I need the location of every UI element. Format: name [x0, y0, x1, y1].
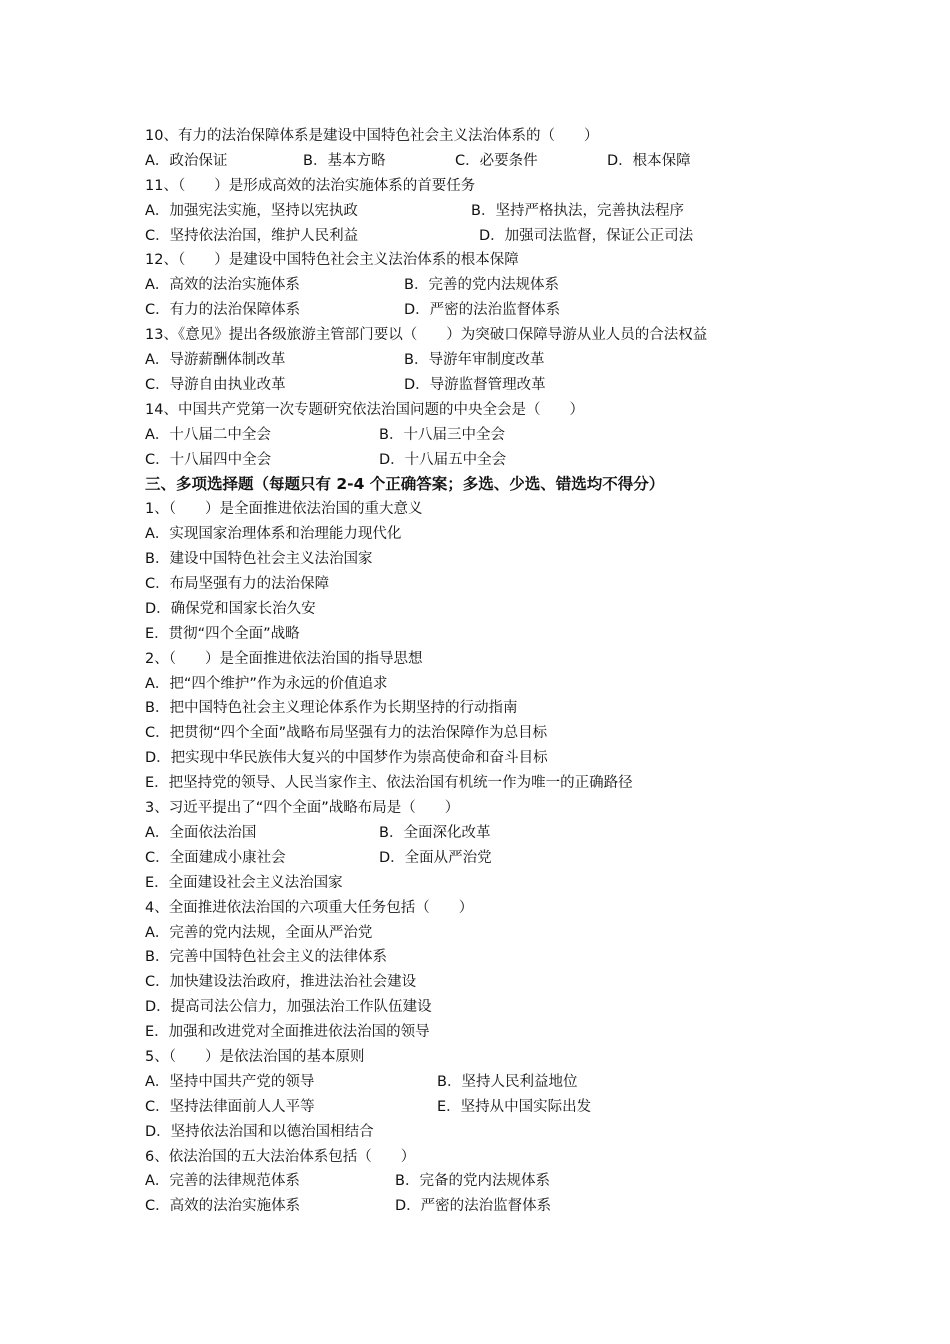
option-b[interactable]: B．坚持人民利益地位 [437, 1073, 578, 1090]
option-c[interactable]: C．布局坚强有力的法治保障 [145, 576, 330, 593]
option-e[interactable]: E．坚持从中国实际出发 [437, 1098, 592, 1115]
question-12-options-row1 [145, 273, 845, 298]
option-c[interactable]: C．十八届四中全会 [145, 451, 272, 468]
option-d[interactable]: D．导游监督管理改革 [404, 376, 546, 393]
option-d[interactable]: D．全面从严治党 [379, 849, 492, 866]
option-c[interactable]: C．有力的法治保障体系 [145, 302, 301, 319]
mc-question-6-stem: 6、依法治国的五大法治体系包括（ ） [145, 1148, 416, 1165]
mc-question-5-options-row2 [145, 1095, 845, 1120]
option-e[interactable]: E．把坚持党的领导、人民当家作主、依法治国有机统一作为唯一的正确路径 [145, 775, 633, 792]
option-a[interactable]: A．完善的党内法规，全面从严治党 [145, 924, 373, 941]
question-12-stem: 12、（ ）是建设中国特色社会主义法治体系的根本保障 [145, 252, 519, 269]
option-b[interactable]: B．完善的党内法规体系 [404, 277, 559, 294]
mc-question-3-options-row2 [145, 846, 845, 871]
question-13-options-row2 [145, 373, 845, 398]
question-14-options-row1 [145, 423, 845, 448]
option-a[interactable]: A．全面依法治国 [145, 824, 257, 841]
option-b[interactable]: B．基本方略 [303, 152, 386, 169]
question-10-stem: 10、有力的法治保障体系是建设中国特色社会主义法治体系的（ ） [145, 128, 599, 144]
option-a[interactable]: A．把“四个维护”作为永远的价值追求 [145, 675, 388, 692]
option-d[interactable]: D．确保党和国家长治久安 [145, 600, 316, 617]
option-d[interactable]: D．根本保障 [607, 152, 691, 169]
mc-question-3-stem: 3、习近平提出了“四个全面”战略布局是（ ） [145, 800, 460, 817]
option-d[interactable]: D．加强司法监督，保证公正司法 [479, 227, 694, 244]
mc-question-4-stem: 4、全面推进依法治国的六项重大任务包括（ ） [145, 899, 474, 916]
mc-question-5-stem: 5、（ ）是依法治国的基本原则 [145, 1048, 365, 1065]
option-a[interactable]: A．加强宪法实施，坚持以宪执政 [145, 202, 358, 219]
question-14-options-row2 [145, 448, 845, 473]
mc-question-6-options-row2 [145, 1194, 845, 1219]
option-c[interactable]: C．坚持法律面前人人平等 [145, 1098, 315, 1115]
option-b[interactable]: B．建设中国特色社会主义法治国家 [145, 551, 373, 568]
section-3-heading: 三、多项选择题（每题只有 2-4 个正确答案；多选、少选、错选均不得分） [145, 475, 665, 494]
question-11-options-row1 [145, 199, 845, 224]
mc-question-5-options-row1 [145, 1070, 845, 1095]
option-c[interactable]: C．加快建设法治政府，推进法治社会建设 [145, 974, 417, 991]
option-a[interactable]: A．实现国家治理体系和治理能力现代化 [145, 526, 402, 543]
option-b[interactable]: B．完备的党内法规体系 [395, 1173, 550, 1190]
option-d[interactable]: D．提高司法公信力，加强法治工作队伍建设 [145, 999, 432, 1016]
option-d[interactable]: D．把实现中华民族伟大复兴的中国梦作为崇高使命和奋斗目标 [145, 750, 548, 767]
option-d[interactable]: D．严密的法治监督体系 [395, 1198, 552, 1215]
option-b[interactable]: B．坚持严格执法，完善执法程序 [471, 202, 684, 219]
option-c[interactable]: C．坚持依法治国，维护人民利益 [145, 227, 359, 244]
option-b[interactable]: B．导游年审制度改革 [404, 352, 545, 369]
question-14-stem: 14、中国共产党第一次专题研究依法治国问题的中央全会是（ ） [145, 401, 584, 418]
option-e[interactable]: E．加强和改进党对全面推进依法治国的领导 [145, 1024, 430, 1041]
option-d[interactable]: D．十八届五中全会 [379, 451, 507, 468]
option-a[interactable]: A．坚持中国共产党的领导 [145, 1073, 315, 1090]
option-c[interactable]: C．把贯彻“四个全面”战略布局坚强有力的法治保障作为总目标 [145, 725, 548, 742]
mc-question-3-options-row1 [145, 821, 845, 846]
question-11-stem: 11、（ ）是形成高效的法治实施体系的首要任务 [145, 177, 476, 194]
question-13-stem: 13、《意见》提出各级旅游主管部门要以（ ）为突破口保障导游从业人员的合法权益 [145, 327, 708, 344]
option-b[interactable]: B．全面深化改革 [379, 824, 491, 841]
question-12-options-row2 [145, 298, 845, 323]
option-a[interactable]: A．完善的法律规范体系 [145, 1173, 300, 1190]
exam-content [145, 124, 845, 1219]
option-b[interactable]: B．完善中国特色社会主义的法律体系 [145, 949, 387, 966]
question-10-options [145, 149, 845, 174]
option-c[interactable]: C．全面建成小康社会 [145, 849, 286, 866]
option-c[interactable]: C．必要条件 [455, 152, 538, 169]
question-11-options-row2 [145, 224, 845, 249]
option-a[interactable]: A．政治保证 [145, 152, 228, 169]
option-e[interactable]: E．贯彻“四个全面”战略 [145, 625, 300, 642]
option-b[interactable]: B．把中国特色社会主义理论体系作为长期坚持的行动指南 [145, 700, 518, 717]
option-e[interactable]: E．全面建设社会主义法治国家 [145, 874, 343, 891]
option-b[interactable]: B．十八届三中全会 [379, 426, 505, 443]
option-c[interactable]: C．导游自由执业改革 [145, 376, 286, 393]
option-a[interactable]: A．导游薪酬体制改革 [145, 352, 286, 369]
option-a[interactable]: A．十八届二中全会 [145, 426, 271, 443]
option-d[interactable]: D．坚持依法治国和以德治国相结合 [145, 1123, 374, 1140]
mc-question-6-options-row1 [145, 1169, 845, 1194]
mc-question-1-stem: 1、（ ）是全面推进依法治国的重大意义 [145, 501, 423, 518]
option-d[interactable]: D．严密的法治监督体系 [404, 302, 561, 319]
option-a[interactable]: A．高效的法治实施体系 [145, 277, 300, 294]
mc-question-2-stem: 2、（ ）是全面推进依法治国的指导思想 [145, 650, 423, 667]
question-13-options-row1 [145, 348, 845, 373]
option-c[interactable]: C．高效的法治实施体系 [145, 1198, 301, 1215]
